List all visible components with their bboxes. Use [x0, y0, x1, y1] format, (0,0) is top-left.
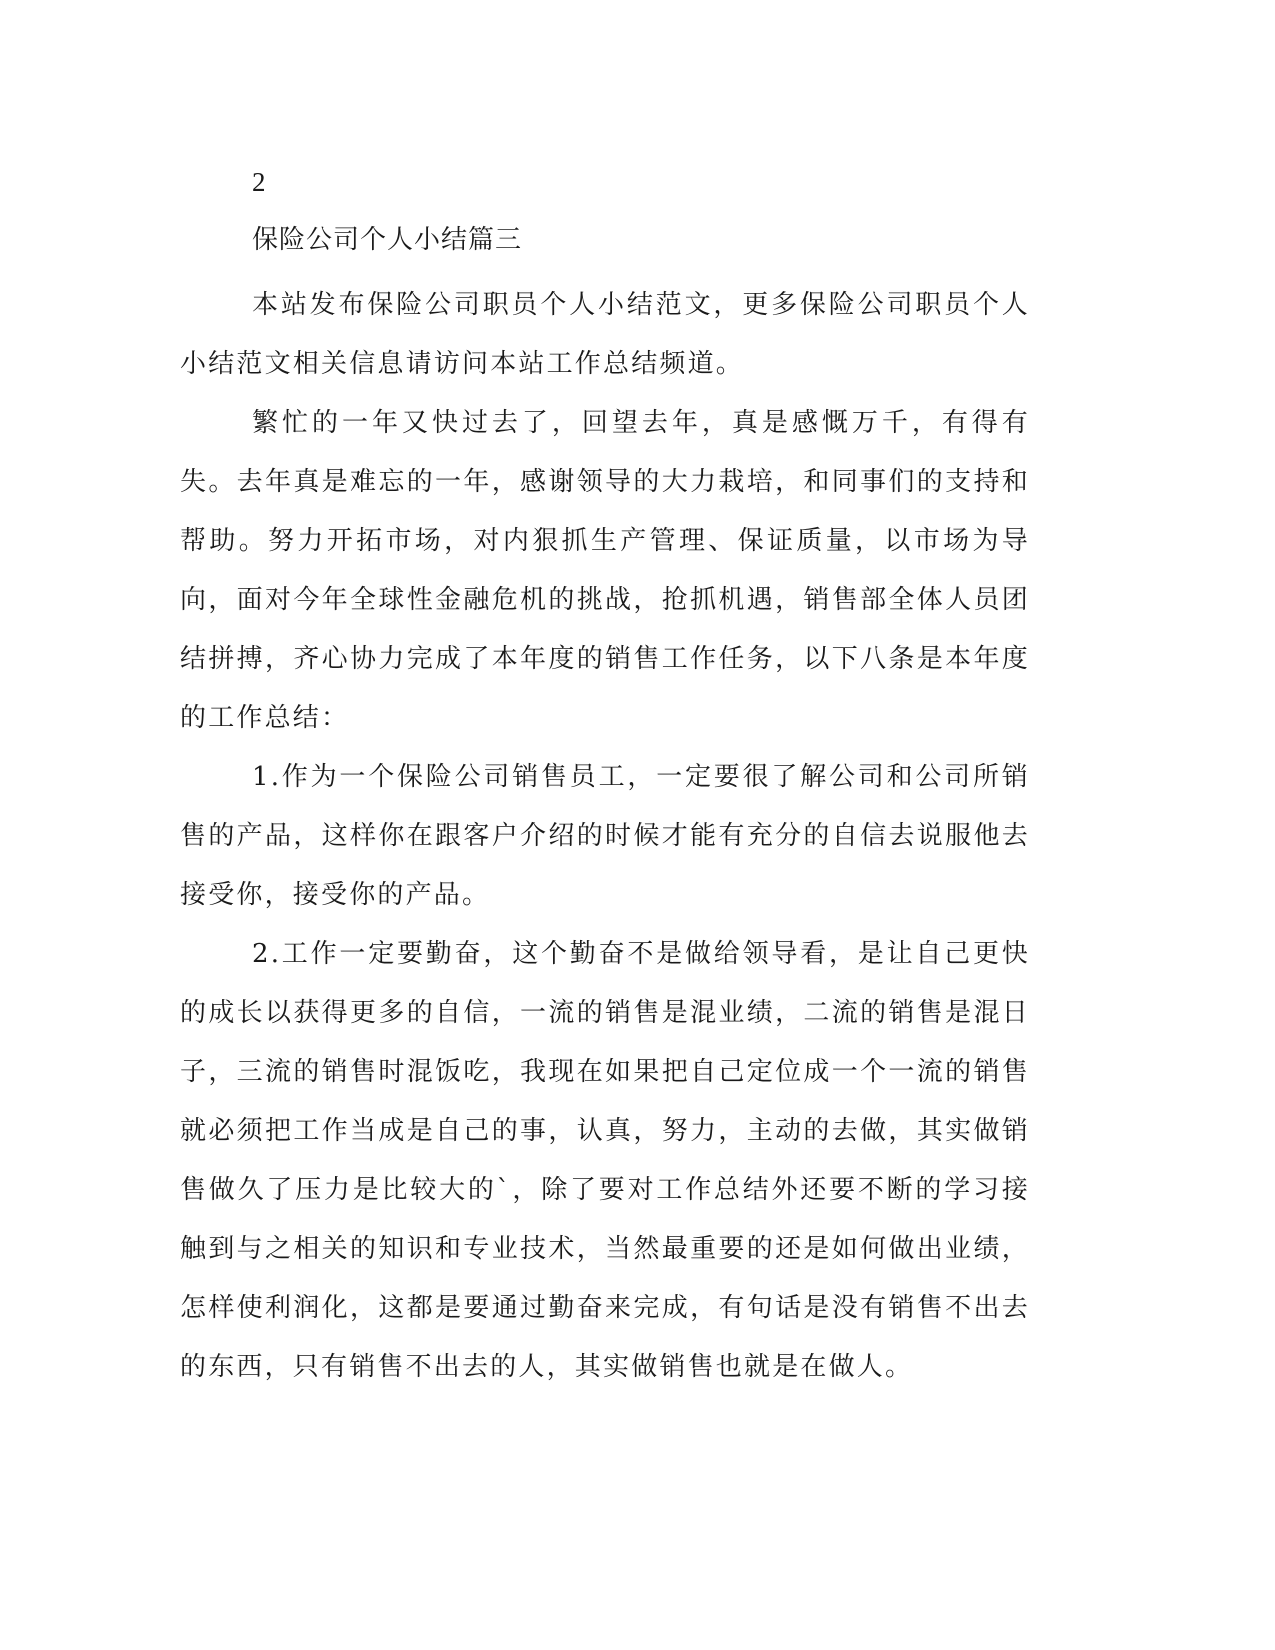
- paragraph-point-1: 1.作为一个保险公司销售员工，一定要很了解公司和公司所销售的产品，这样你在跟客户介绍的时候才能有充分的自信去说服他去接受你，接受你的产品。: [180, 762, 1030, 910]
- paragraph-summary: 繁忙的一年又快过去了，回望去年，真是感慨万千，有得有失。去年真是难忘的一年，感谢领导的大力栽培，和同事们的支持和帮助。努力开拓市场，对内狠抓生产管理、保证质量，以市场为导向，面对今年全球性金融危机的挑战，抢抓机遇，销售部全体人员团结拼搏，齐心协力完成了本年度的销售工作任务，以下八条是本年度的工作总结：: [180, 408, 1030, 733]
- page-number: 2: [252, 167, 266, 197]
- paragraph-intro: 本站发布保险公司职员个人小结范文，更多保险公司职员个人小结范文相关信息请访问本站工作总结频道。: [180, 290, 1030, 379]
- document-body: [180, 160, 1030, 1397]
- section-heading: 保险公司个人小结篇三: [252, 225, 523, 255]
- paragraph-point-2: 2.工作一定要勤奋，这个勤奋不是做给领导看，是让自己更快的成长以获得更多的自信，一流的销售是混业绩，二流的销售是混日子，三流的销售时混饭吃，我现在如果把自己定位成一个一流的销售就必须把工作当成是自己的事，认真，努力，主动的去做，其实做销售做久了压力是比较大的`，除了要对工作总结外还要不断的学习接触到与之相关的知识和专业技术，当然最重要的还是如何做出业绩，怎样使利润化，这都是要通过勤奋来完成，有句话是没有销售不出去的东西，只有销售不出去的人，其实做销售也就是在做人。: [180, 939, 1030, 1382]
